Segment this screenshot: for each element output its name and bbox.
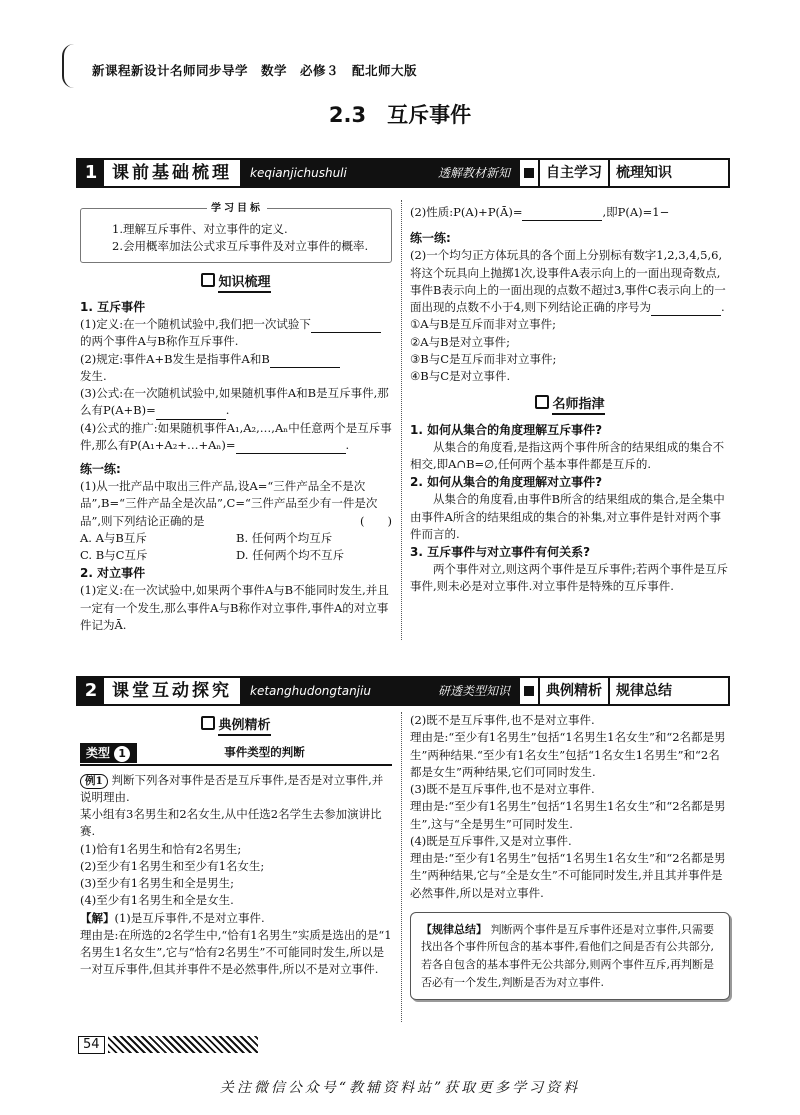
option: ②A与B是对立事件; <box>410 334 510 349</box>
practice-heading: 练一练: <box>410 231 451 246</box>
bar-slogan: 研透类型知识 <box>437 684 510 698</box>
solution-reason: 理由是:“至少有1名男生”包括“1名男生1名女生”和“2名都是男生”两种结果,它与“全是女生”不可能同时发生,并且其并事件是必然事件,所以是对立事件. <box>410 851 726 900</box>
square-icon <box>524 686 534 696</box>
page-number-hatch <box>108 1036 258 1053</box>
answer-blank <box>311 320 381 333</box>
solution: (4)既是互斥事件,又是对立事件. <box>410 833 572 848</box>
paragraph: (4)公式的推广:如果随机事件A₁,A₂,…,Aₙ中任意两个是互斥事件,那么有P(A₁+A₂+…+Aₙ)= . <box>80 420 392 455</box>
bar-tag: 规律总结 <box>608 678 678 704</box>
option: C. B与C互斥 <box>80 548 148 562</box>
solution-reason: 理由是:“至少有1名男生”包括“1名男生1名女生”和“2名都是男生”,这与“全是男生”可同时发生. <box>410 799 726 831</box>
bar-number: 1 <box>78 160 104 186</box>
book-icon <box>535 395 549 409</box>
solution: (3)既不是互斥事件,也不是对立事件. <box>410 782 595 796</box>
book-icon <box>201 273 215 287</box>
book-icon <box>201 716 215 730</box>
goal-item: 1.理解互斥事件、对立事件的定义. <box>112 222 288 236</box>
footer-note: 关注微信公众号“教辅资料站”获取更多学习资料 <box>219 1080 581 1096</box>
bar-slogan: 透解教材新知 <box>437 166 510 180</box>
question: (1)从一批产品中取出三件产品,设A=“三件产品全不是次品”,B=“三件产品全是次品”,C=“三件产品至少有一件是次品”,则下列结论正确的是 ( ) <box>80 479 392 528</box>
tip-question: 1. 如何从集合的角度理解互斥事件? <box>410 422 603 437</box>
option: D. 任何两个均不互斥 <box>236 548 345 562</box>
options-row <box>80 547 392 564</box>
subheading: 知识梳理 <box>80 273 392 293</box>
topic-heading: 2. 对立事件 <box>80 566 146 581</box>
option: ①A与B是互斥而非对立事件; <box>410 317 556 332</box>
solution-reason: 理由是:在所选的2名学生中,“恰有1名男生”实质是选出的是“1名男生1名女生”,它与“恰有2名男生”不可能同时发生,所以是一对互斥事件,但其并事件不是必然事件,所以不是对立事件. <box>80 927 392 977</box>
tip-question: 2. 如何从集合的角度理解对立事件? <box>410 475 603 490</box>
answer-blank <box>522 208 602 221</box>
right-column-top <box>410 204 730 596</box>
bar-title: 课前基础梳理 <box>112 163 232 183</box>
column-divider <box>401 200 402 640</box>
case: (3)至少有1名男生和全是男生; <box>80 876 234 890</box>
type-bar <box>80 742 392 766</box>
goal-item: 2.会用概率加法公式求互斥事件及对立事件的概率. <box>112 239 369 254</box>
case: (2)至少有1名男生和至少有1名女生; <box>80 858 265 873</box>
right-column-bottom <box>410 712 730 1000</box>
bar-tag: 自主学习 <box>538 160 608 186</box>
bar-title: 课堂互动探究 <box>112 681 232 701</box>
book-header: 新课程新设计名师同步导学 数学 必修３ 配北师大版 <box>92 63 418 78</box>
tip-answer: 两个事件对立,则这两个事件是互斥事件;若两个事件是互斥事件,则未必是对立事件.对立事件是特殊的互斥事件. <box>410 562 729 594</box>
bar-pinyin: ketanghudongtanjiu 研透类型知识 <box>240 678 520 704</box>
paragraph: (1)定义:在一次试验中,如果两个事件A与B不能同时发生,并且一定有一个发生,那么事件A与B称作对立事件,事件A的对立事件记为Ā. <box>80 583 389 632</box>
example-question: 例1 判断下列各对事件是否是互斥事件,是否是对立事件,并说明理由. <box>80 772 384 804</box>
paragraph: (2)规定:事件A+B发生是指事件A和B <box>80 351 392 368</box>
page-number: 54 <box>78 1036 105 1054</box>
option: ④B与C是对立事件. <box>410 369 511 383</box>
option: A. A与B互斥 <box>80 530 147 545</box>
bar-pinyin: keqianjichushuli 透解教材新知 <box>240 160 520 186</box>
question: (2)一个均匀正方体玩具的各个面上分别标有数字1,2,3,4,5,6,将这个玩具向上抛掷1次,设事件A表示向上的一面出现奇数点,事件B表示向上的一面出现的点数不超过3,事件C表示向上的一面出现的点数不小于4,则下列结论正确的序号为 . <box>410 247 730 316</box>
answer-blank <box>236 441 346 454</box>
bar-tag: 梳理知识 <box>608 160 678 186</box>
subheading: 典例精析 <box>80 716 392 736</box>
subheading: 名师指津 <box>410 395 730 415</box>
type-title: 事件类型的判断 <box>224 744 305 759</box>
paragraph: 的两个事件A与B称作互斥事件. <box>80 334 239 349</box>
paragraph: (1)定义:在一个随机试验中,我们把一次试验下 <box>80 316 392 333</box>
square-icon <box>524 168 534 178</box>
left-column-top <box>80 202 392 634</box>
practice-heading: 练一练: <box>80 462 121 476</box>
option: B. 任何两个均互斥 <box>236 530 333 545</box>
solution: (2)既不是互斥事件,也不是对立事件. <box>410 713 595 727</box>
answer-blank <box>270 355 340 368</box>
rule-text: 判断两个事件是互斥事件还是对立事件,只需要找出各个事件所包含的基本事件,看他们之间是否有公共部分,若各自包含的基本事件无公共部分,则两个事件互斥,再判断是否必有一个发生,判断是否为对立事件. <box>421 922 714 989</box>
rule-summary-box <box>410 912 730 1000</box>
paragraph: (3)公式:在一次随机试验中,如果随机事件A和B是互斥事件,那么有P(A+B)= . <box>80 385 392 420</box>
tip-answer: 从集合的角度看,由事件B所含的结果组成的集合,是全集中由事件A所含的结果组成的集合的补集,对立事件是针对两个事件而言的. <box>410 492 725 541</box>
bar-tag: 典例精析 <box>538 678 608 704</box>
tip-answer: 从集合的角度看,是指这两个事件所含的结果组成的集合不相交,即A∩B=∅,任何两个基本事件都是互斥的. <box>410 439 725 471</box>
section-bar-1 <box>76 158 730 188</box>
type-number: 1 <box>113 745 131 763</box>
rule-tag: 【规律总结】 <box>421 922 487 936</box>
paragraph: 发生. <box>80 368 107 383</box>
case: (1)恰有1名男生和恰有2名男生; <box>80 841 242 856</box>
solution-reason: 理由是:“至少有1名男生”包括“1名男生1名女生”和“2名都是男生”两种结果.“至少有1名女生”包括“1名女生1名男生”和“2名都是女生”两种结果,它们可同时发生. <box>410 730 726 779</box>
tip-question: 3. 互斥事件与对立事件有何关系? <box>410 545 591 559</box>
options-row <box>80 530 392 547</box>
type-label: 类型 1 <box>80 743 137 763</box>
column-divider <box>401 712 402 1022</box>
header-bracket <box>62 44 74 88</box>
topic-heading: 1. 互斥事件 <box>80 300 146 314</box>
option: ③B与C是互斥而非对立事件; <box>410 351 557 366</box>
answer-blank <box>651 303 721 316</box>
solution: 【解】(1)是互斥事件,不是对立事件. <box>80 910 265 925</box>
page-title: 2.3 互斥事件 <box>328 103 472 127</box>
paragraph: 某小组有3名男生和2名女生,从中任选2名学生去参加演讲比赛. <box>80 807 382 839</box>
bar-number: 2 <box>78 678 104 704</box>
section-bar-2 <box>76 676 730 706</box>
goals-label: 学习目标 <box>207 201 267 216</box>
case: (4)至少有1名男生和全是女生. <box>80 893 234 908</box>
paragraph: (2)性质:P(A)+P(Ā)= ,即P(A)=1− <box>410 204 730 221</box>
goals-box <box>80 203 392 263</box>
left-column-bottom <box>80 712 392 979</box>
answer-blank <box>156 407 226 420</box>
example-tag: 例1 <box>80 774 108 789</box>
